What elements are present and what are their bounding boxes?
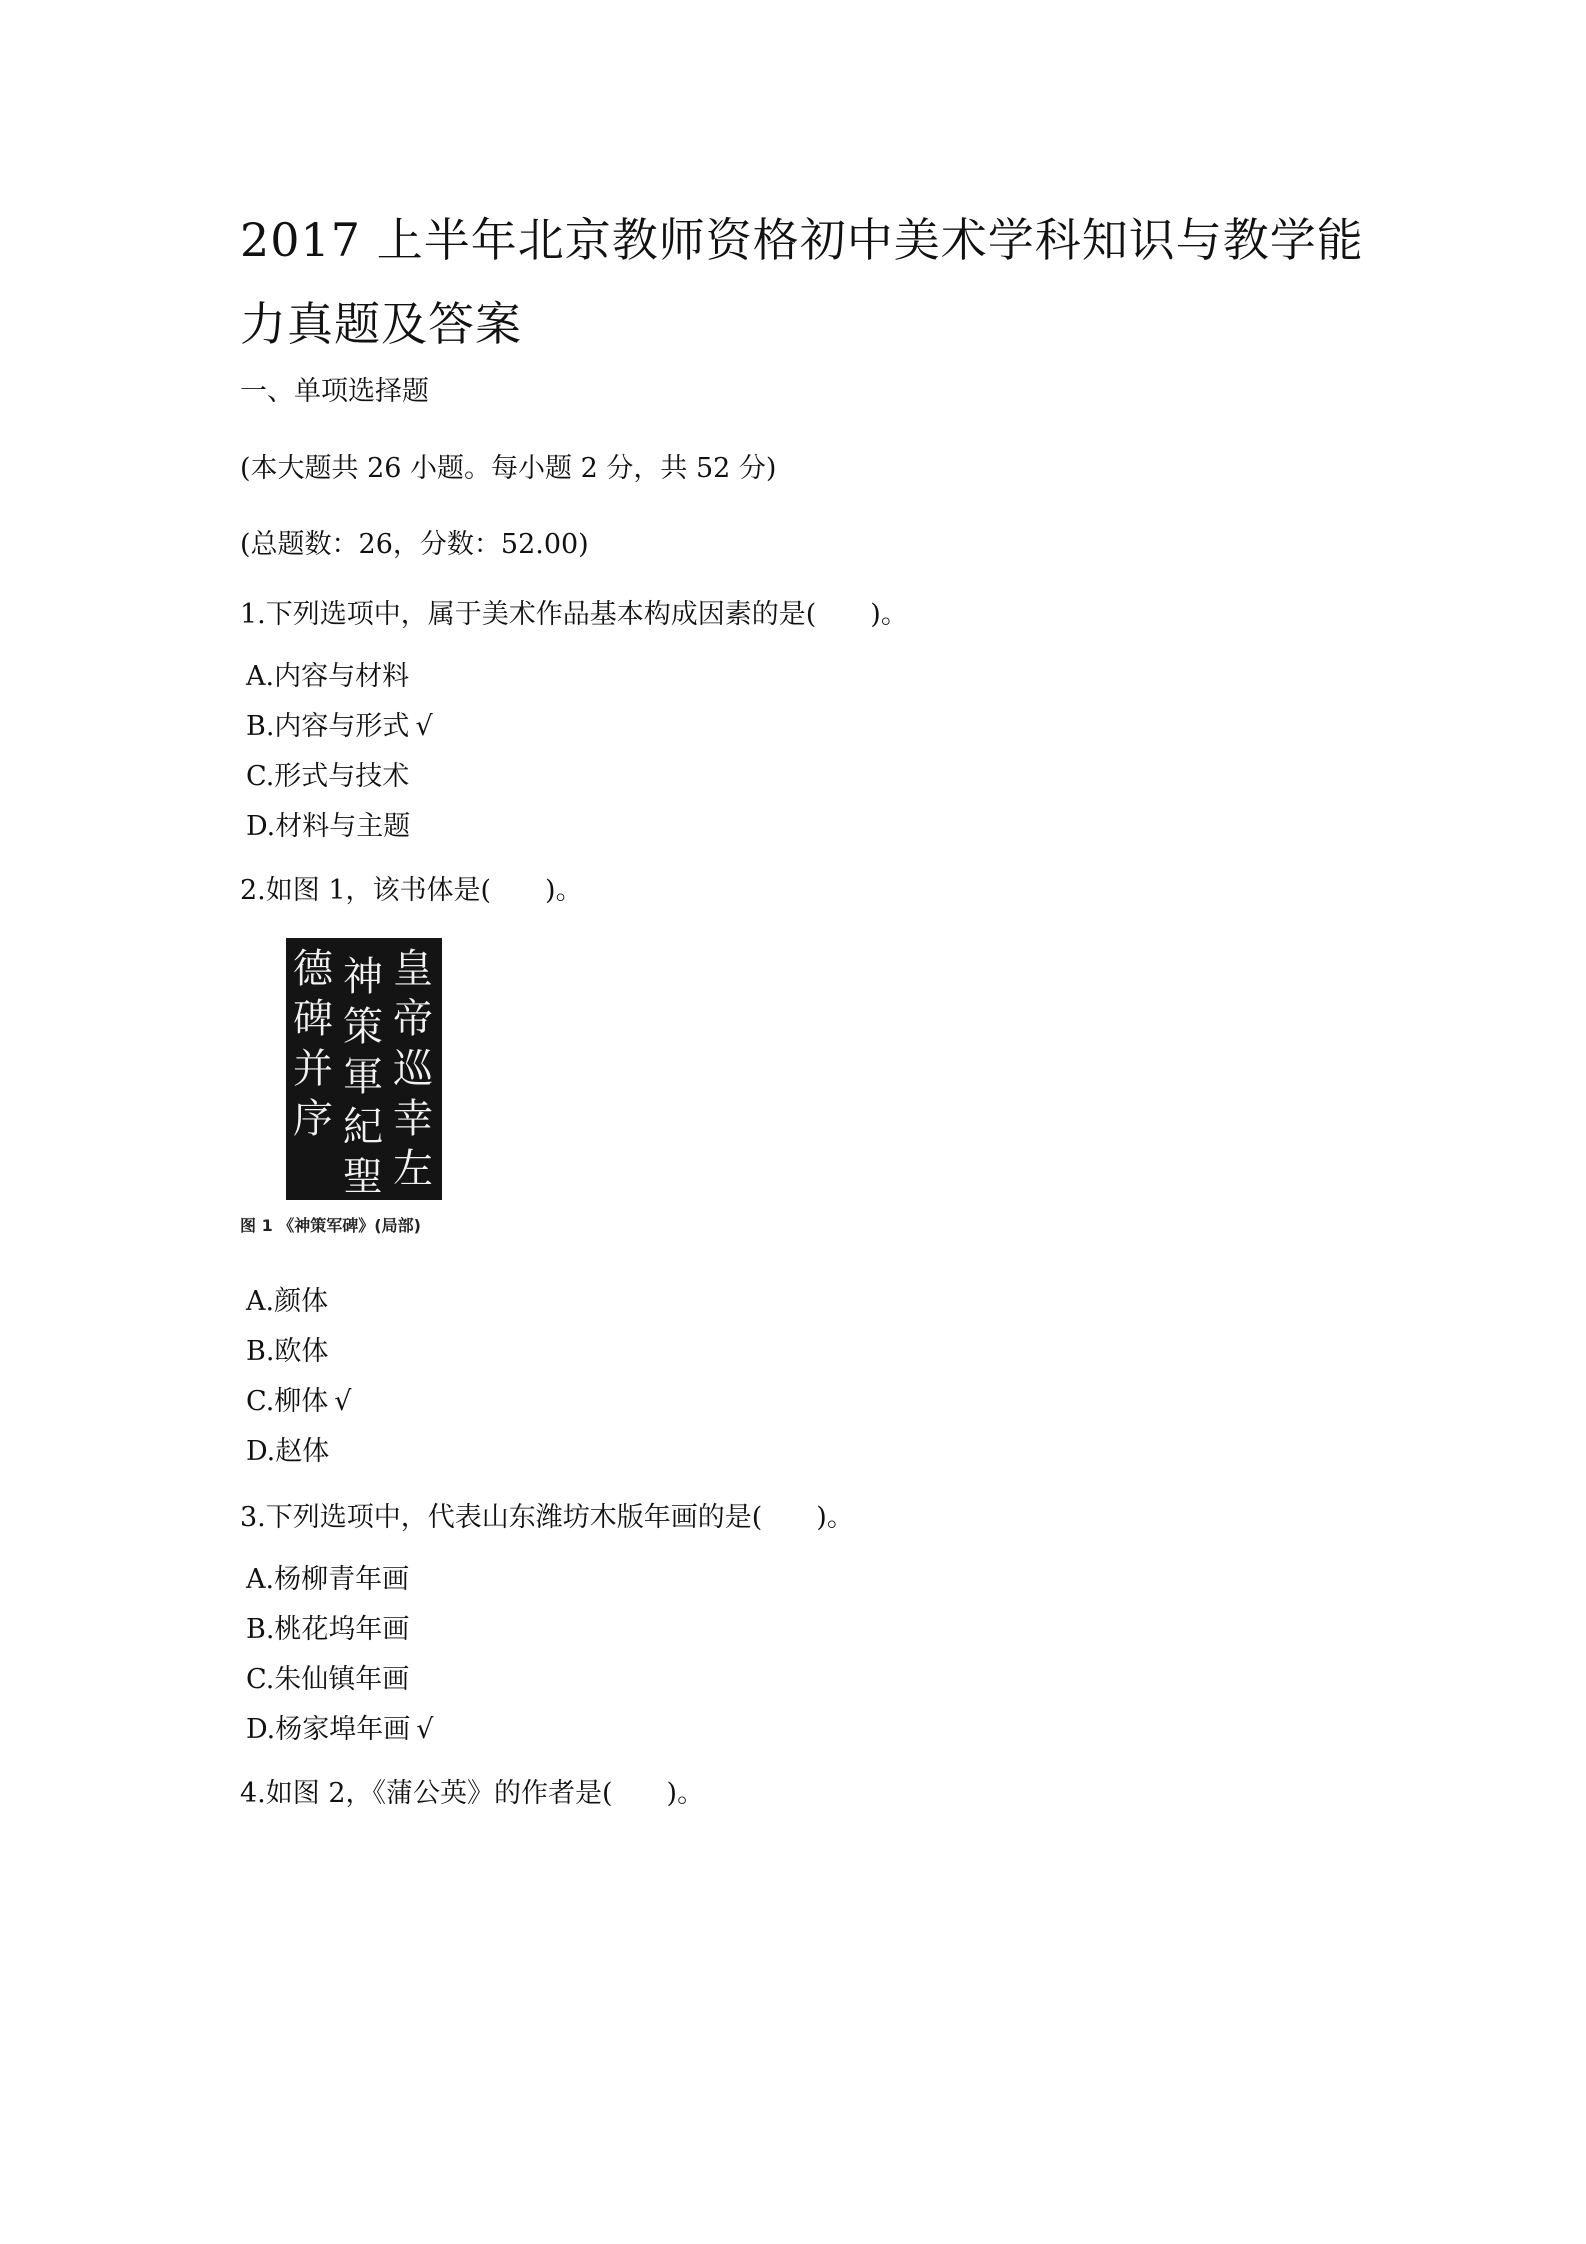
section-note-points: (本大题共 26 小题。每小题 2 分，共 52 分): [240, 453, 777, 484]
question-1-option-a: [246, 659, 409, 695]
section-heading: 一、单项选择题: [240, 376, 429, 407]
question-3-option-c: [246, 1662, 409, 1698]
page-title: 2017 上半年北京教师资格初中美术学科知识与教学能力真题及答案: [240, 213, 1364, 351]
check-mark-icon: √: [416, 1714, 434, 1745]
question-3-option-b: [246, 1612, 409, 1648]
section-note-total: (总题数：26，分数：52.00): [240, 529, 589, 560]
option-label: B.内容与形式: [246, 711, 410, 742]
question-3-text: 3.下列选项中，代表山东潍坊木版年画的是( )。: [240, 1502, 854, 1533]
calligraphy-rubbing-image: [286, 938, 442, 1200]
question-1-option-b: [246, 709, 433, 745]
rubbing-column-3: 德 碑 并 序: [293, 946, 333, 1142]
question-2-option-c: [246, 1384, 352, 1420]
question-2-option-d: [246, 1434, 329, 1470]
option-label: D.赵体: [246, 1436, 330, 1467]
check-mark-icon: √: [334, 1386, 352, 1417]
question-2-text: 2.如图 1，该书体是( )。: [240, 875, 583, 906]
question-4-text: 4.如图 2，《蒲公英》的作者是( )。: [240, 1778, 705, 1809]
check-mark-icon: √: [415, 711, 433, 742]
question-1-text: 1.下列选项中，属于美术作品基本构成因素的是( )。: [240, 599, 908, 630]
option-label: C.朱仙镇年画: [246, 1664, 410, 1695]
option-label: A.内容与材料: [246, 661, 410, 692]
question-1-option-d: [246, 809, 410, 845]
option-label: C.形式与技术: [246, 761, 410, 792]
option-label: A.杨柳青年画: [246, 1564, 410, 1595]
option-label: D.材料与主题: [246, 811, 411, 842]
rubbing-column-2: 神 策 軍 紀 聖: [343, 954, 383, 1200]
question-3-option-a: [246, 1562, 409, 1598]
option-label: A.颜体: [246, 1286, 329, 1317]
option-label: B.桃花坞年画: [246, 1614, 410, 1645]
question-1-option-c: [246, 759, 409, 795]
figure-1-caption: 图 1 《神策军碑》(局部): [240, 1216, 421, 1235]
question-3-option-d: [246, 1712, 434, 1748]
figure-1: [240, 938, 490, 1240]
rubbing-column-1: 皇 帝 巡 幸 左: [393, 946, 433, 1192]
option-label: C.柳体: [246, 1386, 329, 1417]
option-label: B.欧体: [246, 1336, 329, 1367]
question-2-option-a: [246, 1284, 328, 1320]
option-label: D.杨家埠年画: [246, 1714, 411, 1745]
question-2-option-b: [246, 1334, 328, 1370]
